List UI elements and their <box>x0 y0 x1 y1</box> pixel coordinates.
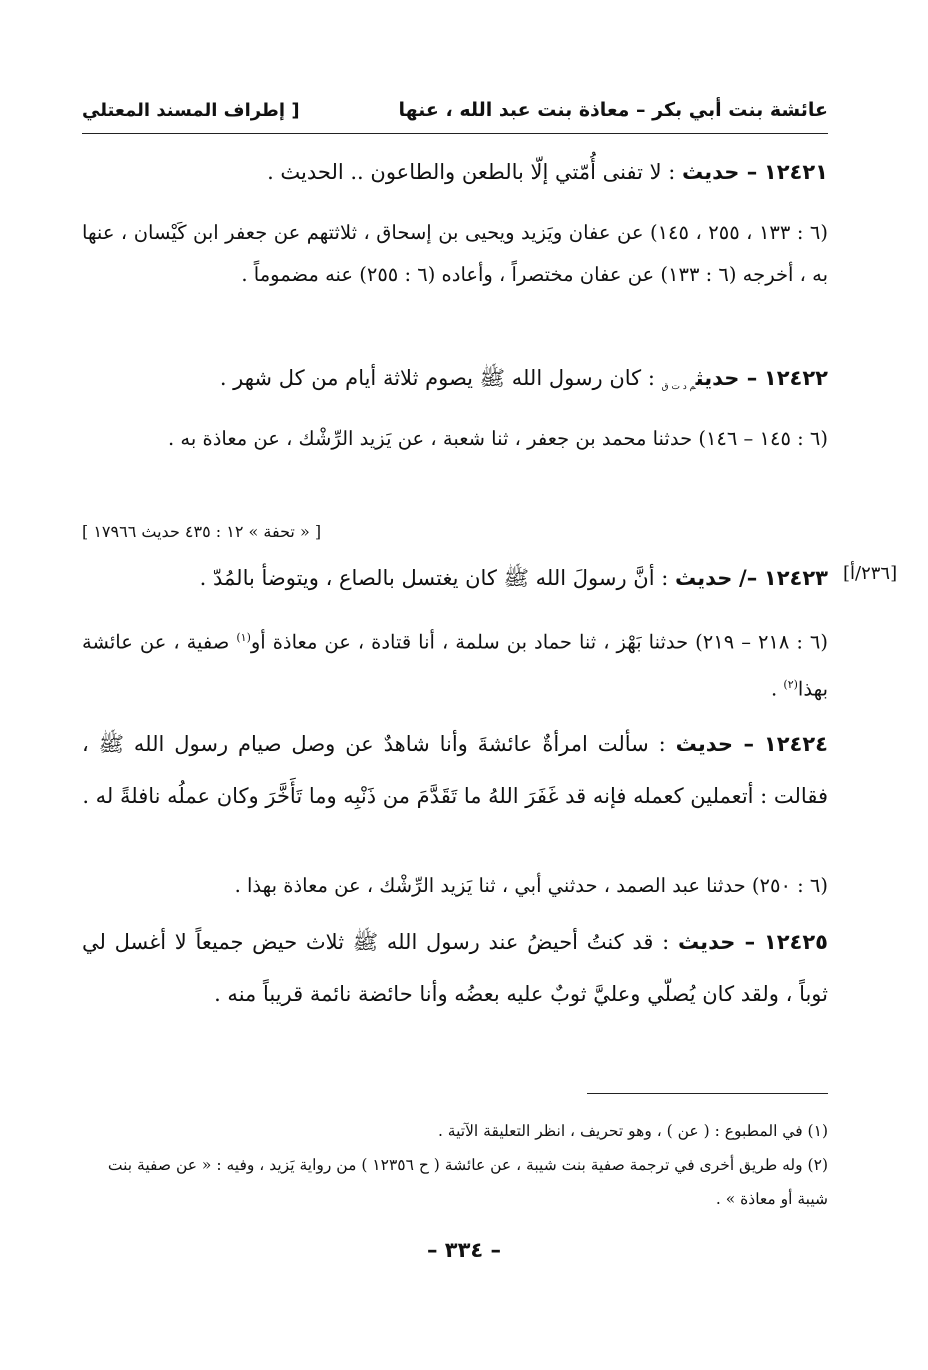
footnote-ref: (١) <box>236 631 251 644</box>
hadith-text: : أنَّ رسولَ الله ﷺ كان يغتسل بالصاع ، ويتوضأ بالمُدّ . <box>199 566 669 590</box>
hadith-number: ١٢٤٢٤ <box>763 732 828 756</box>
takhrij-text-cont: صفية ، عن عائشة بهذا <box>82 630 828 700</box>
footnotes <box>82 1114 828 1216</box>
hadith-text: : سألت امرأةٌ عائشةَ وأنا شاهدٌ عن وصل صيام رسول الله ﷺ ، فقالت : أتعملين كعمله فإنه قد غَفَرَ اللهُ ما تَقَدَّمَ من ذَنْبِه وما تَأَخَّرَ وكان عملُه نافلةً له . <box>82 732 828 808</box>
page-number: – ٣٣٤ – <box>426 1238 502 1262</box>
takhrij-text: (٦ : ٢٥٠) حدثنا عبد الصمد ، حدثني أبي ، ثنا يَزيد الرِّشْك ، عن معاذة بهذا . <box>234 874 828 897</box>
footnote-2: (٢) وله طريق أخرى في ترجمة صفية بنت شيبة ، عن عائشة ( ح ١٢٣٥٦ ) من رواية يَزيد ، وفيه : « عن صفية بنت شيبة أو معاذة » . <box>107 1156 828 1208</box>
hadith-entry <box>82 552 828 604</box>
hadith-keyword: حديث <box>677 930 736 954</box>
header-rule <box>82 133 828 134</box>
hadith-entry: ١٢٤٢١ – حديث : لا تفنى أُمّتي إلّا بالطعن والطاعون .. الحديث . <box>267 160 828 184</box>
takhrij-text: (٦ : ٢١٨ – ٢١٩) حدثنا بَهْز ، ثنا حماد بن سلمة ، أنا قتادة ، عن معاذة أو <box>250 630 829 654</box>
hadith-keyword: حديث <box>682 160 740 184</box>
hadith-text: : قد كنتُ أحيضُ عند رسول الله ﷺ ثلاث حيض جميعاً لا أغسل لي ثوباً ، ولقد كان يُصلّي وعليَّ ثوبٌ عليه بعضُه وأنا حائضة نائمة قريباً منه . <box>82 930 828 1006</box>
takhrij-text-end: . <box>771 677 784 700</box>
footnote-ref: (٢) <box>783 677 798 691</box>
takhrij-paragraph <box>82 418 828 460</box>
running-header <box>82 92 828 128</box>
hadith-entry: ١٢٤٢٢ – حديثم د ت ق : كان رسول الله ﷺ يصوم ثلاثة أيام من كل شهر . <box>219 366 828 392</box>
takhrij-paragraph <box>82 865 828 907</box>
hadith-keyword: حديث <box>674 566 733 590</box>
manuscript-folio-marker: [٢٣٦/أ] <box>843 563 898 584</box>
tuhfa-reference: [ « تحفة » ١٢ : ٤٣٥ حديث ١٧٩٦٦ ] <box>82 522 322 541</box>
takhrij-text: (٦ : ١٣٣ ، ٢٥٥ ، ١٤٥) عن عفان ويَزيد ويحيى بن إسحاق ، ثلاثتهم عن جعفر ابن كَيْسان ، عنها به ، أخرجه (٦ : ١٣٣) عن عفان مختصراً ، وأعاده (٦ : ٢٥٥) عنه مضموماً . <box>82 221 829 286</box>
takhrij-text: (٦ : ١٤٥ – ١٤٦) حدثنا محمد بن جعفر ، ثنا شعبة ، عن يَزيد الرِّشْك ، عن معاذة به . <box>168 427 828 450</box>
hadith-text: : كان رسول الله ﷺ يصوم ثلاثة أيام من كل شهر . <box>219 366 655 390</box>
folio-break-marker: –/ <box>739 566 758 590</box>
sigla: م د ت ق <box>661 382 696 392</box>
hadith-entry: ١٢٤٢٤ – حديث : سألت امرأةٌ عائشةَ وأنا شاهدٌ عن وصل صيام رسول الله ﷺ ، فقالت : أتعملين كعمله فإنه قد غَفَرَ اللهُ ما تَقَدَّمَ من ذَنْبِه وما تَأَخَّرَ وكان عملُه نافلةً له . <box>82 732 828 808</box>
hadith-entry: ١٢٤٢٥ – حديث : قد كنتُ أحيضُ عند رسول الله ﷺ ثلاث حيض جميعاً لا أغسل لي ثوباً ، ولقد كان يُصلّي وعليَّ ثوبٌ عليه بعضُه وأنا حائضة نائمة قريباً منه . <box>82 930 828 1006</box>
hadith-keyword: حديث <box>695 366 740 390</box>
hadith-number: ١٢٤٢٢ <box>763 366 828 390</box>
hadith-number: ١٢٤٢٥ <box>763 930 828 954</box>
hadith-keyword: حديث <box>675 732 733 756</box>
hadith-number: ١٢٤٢١ <box>763 160 828 184</box>
header-book-title: [ إطراف المسند المعتلي <box>82 99 300 121</box>
takhrij-paragraph <box>82 212 828 296</box>
footnote-1: (١) في المطبوع : ( عن ) ، وهو تحريف ، انظر التعليقة الآتية . <box>437 1122 828 1140</box>
takhrij-paragraph <box>82 617 828 710</box>
header-chapter-title: عائشة بنت أبي بكر – معاذة بنت عبد الله ، عنها <box>398 99 828 121</box>
footnote-rule <box>587 1093 828 1094</box>
hadith-text: : لا تفنى أُمّتي إلّا بالطعن والطاعون .. الحديث . <box>267 160 676 184</box>
hadith-number: ١٢٤٢٣ <box>763 566 828 590</box>
